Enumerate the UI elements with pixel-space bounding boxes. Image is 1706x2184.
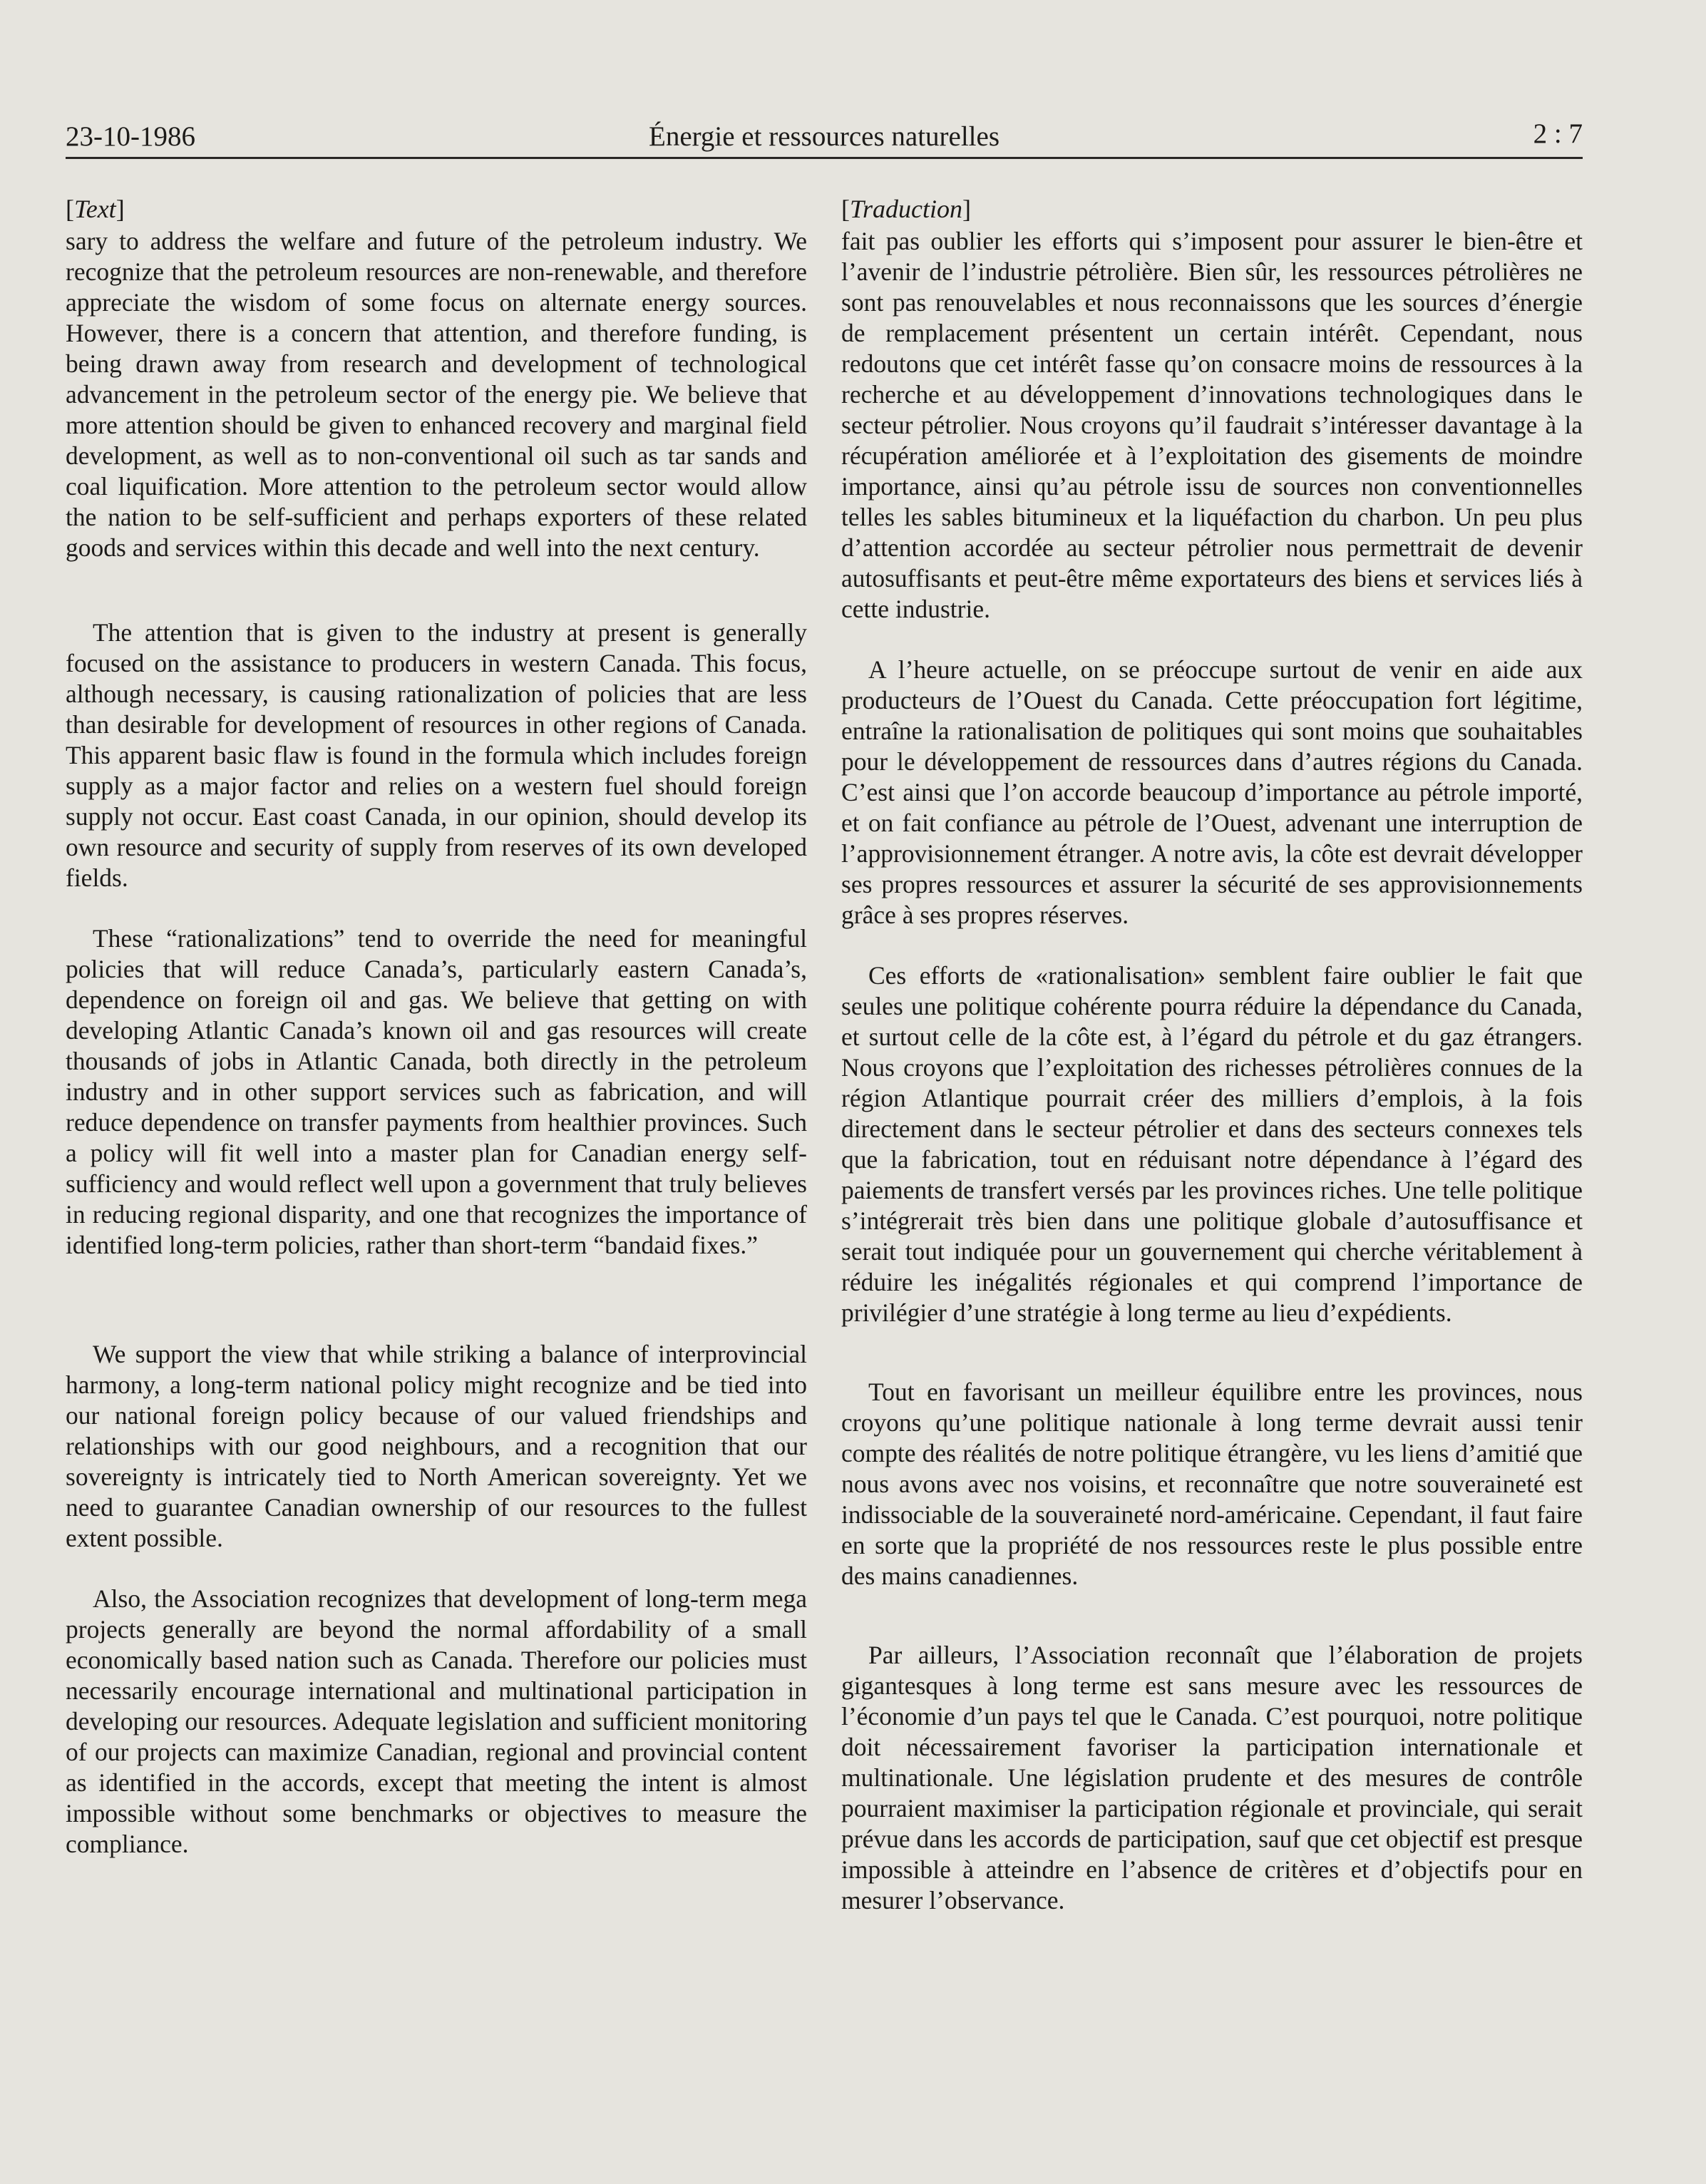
page-header [66, 107, 1583, 159]
english-column [66, 194, 807, 1860]
french-paragraph: Ces efforts de «rationalisation» semblent faire oublier le fait que seules une politique cohérente pourra réduire la dépendance du Canada, et surtout celle de la côte est, à l’égard du pétrole et du gaz étrangers. Nous croyons que l’exploitation des richesses pétrolières connues de la région Atlantique pourrait créer des milliers d’emplois, à la fois directement dans le secteur pétrolier et dans des secteurs connexes tels que la fabrication, tout en réduisant notre dépendance à l’égard des paiements de transfert versés par les provinces riches. Une telle politique s’intégrerait très bien dans une politique globale d’autosuffisance et serait tout indiquée pour un gouvernement qui cherche véritablement à réduire les inégalités régionales et qui comprend l’importance de privilégier d’une stratégie à long terme au lieu d’expédients. [841, 961, 1583, 1327]
french-column-label: [Traduction] [841, 195, 972, 223]
english-paragraph: sary to address the welfare and future of the petroleum industry. We recognize that the petroleum resources are non-renewable, and therefore appreciate the wisdom of some focus on alternate energy sources. However, there is a concern that attention, and therefore funding, is being drawn away from research and development of technological advancement in the petroleum sector of the energy pie. We believe that more attention should be given to enhanced recovery and marginal field development, as well as to non-conventional oil such as tar sands and coal liquification. More attention to the petroleum sector would allow the nation to be self-sufficient and perhaps exporters of these related goods and services within this decade and well into the next century. [66, 227, 807, 562]
header-title: Énergie et ressources naturelles [649, 121, 1000, 152]
french-paragraph: Tout en favorisant un meilleur équilibre entre les provinces, nous croyons qu’une politique nationale à long terme devrait aussi tenir compte des réalités de notre politique étrangère, vu les liens d’amitié que nous avons avec nos voisins, et reconnaître que notre souveraineté est indissociable de la souveraineté nord-américaine. Cependant, il faut faire en sorte que la propriété de nos ressources reste le plus possible entre des mains canadiennes. [841, 1378, 1583, 1590]
french-paragraph: Par ailleurs, l’Association reconnaît que l’élaboration de projets gigantesques à long terme est sans mesure avec les ressources de l’économie d’un pays tel que le Canada. C’est pourquoi, notre politique doit nécessairement favoriser la participation internationale et multinationale. Une législation prudente et des mesures de contrôle pourraient maximiser la participation régionale et provinciale, qui serait prévue dans les accords de participation, sauf que cet objectif est presque impossible à atteindre en l’absence de critères et d’objectifs pour en mesurer l’observance. [841, 1641, 1583, 1914]
english-paragraph: These “rationalizations” tend to override the need for meaningful policies that will reduce Canada’s, particularly eastern Canada’s, dependence on foreign oil and gas. We believe that getting on with developing Atlantic Canada’s known oil and gas resources will create thousands of jobs in Atlantic Canada, both directly in the petroleum industry and in other support services such as fabrication, and will reduce dependence on transfer payments from healthier provinces. Such a policy will fit well into a master plan for Canadian energy self-sufficiency and would reflect well upon a government that truly believes in reducing regional disparity, and one that recognizes the importance of identified long-term policies, rather than short-term “bandaid fixes.” [66, 924, 807, 1259]
french-column [841, 194, 1583, 1916]
french-paragraph: A l’heure actuelle, on se préoccupe surtout de venir en aide aux producteurs de l’Ouest du Canada. Cette préoccupation fort légitime, entraîne la rationalisation de politiques qui sont moins que souhaitables pour le développement de ressources dans d’autres régions du Canada. C’est ainsi que l’on accorde beaucoup d’importance au pétrole importé, et on fait confiance au pétrole de l’Ouest, advenant une interruption de l’approvisionnement étranger. A notre avis, la côte est devrait développer ses propres ressources et assurer la sécurité de ses approvisionnements grâce à ses propres réserves. [841, 655, 1583, 929]
english-paragraph: The attention that is given to the industry at present is generally focused on the assistance to producers in western Canada. This focus, although necessary, is causing rationalization of policies that are less than desirable for development of resources in other regions of Canada. This apparent basic flaw is found in the formula which includes foreign supply as a major factor and relies on a western fuel should foreign supply not occur. East coast Canada, in our opinion, should develop its own resource and security of supply from reserves of its own developed fields. [66, 618, 807, 892]
english-paragraph: We support the view that while striking a balance of interprovincial harmony, a long-term national policy might recognize and be tied into our national foreign policy because of our valued friendships and relationships with our good neighbours, and a recognition that our sovereignty is intricately tied to North American sovereignty. Yet we need to guarantee Canadian ownership of our resources to the fullest extent possible. [66, 1340, 807, 1552]
header-page-number: 2 : 7 [1533, 118, 1583, 149]
english-column-label: [Text] [66, 195, 125, 223]
header-date: 23-10-1986 [66, 121, 195, 152]
english-paragraph: Also, the Association recognizes that development of long-term mega projects generally are beyond the normal affordability of a small economically based nation such as Canada. Therefore our policies must necessarily encourage international and multinational participation in developing our resources. Adequate legislation and sufficient monitoring of our projects can maximize Canadian, regional and provincial content as identified in the accords, except that meeting the intent is almost impossible without some benchmarks or objectives to measure the compliance. [66, 1584, 807, 1858]
french-paragraph: fait pas oublier les efforts qui s’imposent pour assurer le bien-être et l’avenir de l’industrie pétrolière. Bien sûr, les ressources pétrolières ne sont pas renouvelables et nous reconnaissons que les sources d’énergie de remplacement présentent un certain intérêt. Cependant, nous redoutons que cet intérêt fasse qu’on consacre moins de ressources à la recherche et au développement d’innovations technologiques dans le secteur pétrolier. Nous croyons qu’il faudrait s’intéresser davantage à la récupération améliorée et à l’exploitation des gisements de moindre importance, ainsi qu’au pétrole issu de sources non conventionnelles telles les sables bitumineux et la liquéfaction du charbon. Un peu plus d’attention accordée au secteur pétrolier nous permettrait de devenir autosuffisants et peut-être même exportateurs des biens et services liés à cette industrie. [841, 227, 1583, 623]
